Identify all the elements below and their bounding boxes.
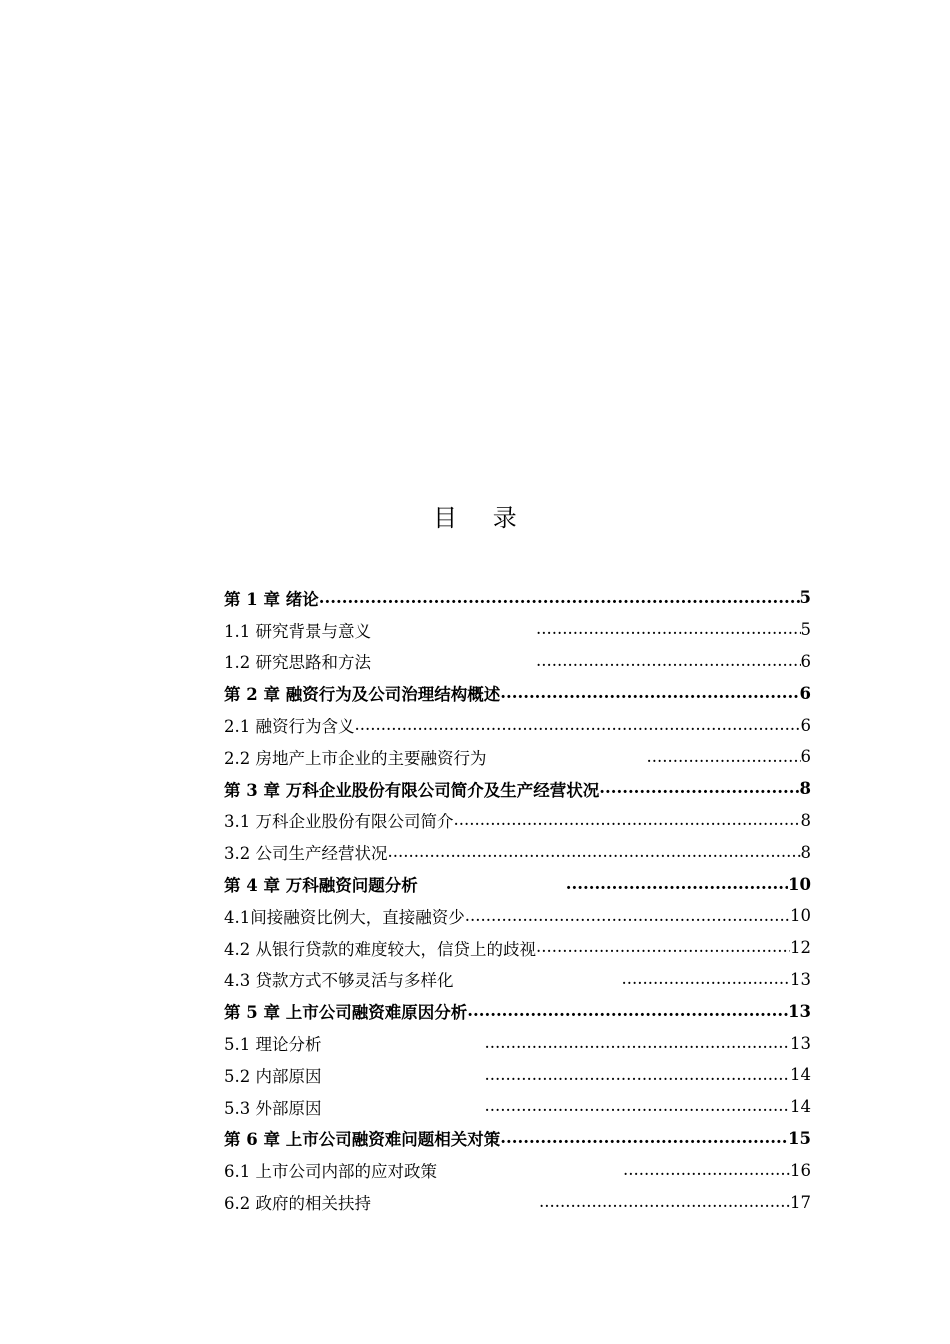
- toc-entry-label: 第 5 章 上市公司融资难原因分析: [224, 1003, 468, 1023]
- toc-entry-label: 5.3 外部原因: [224, 1098, 322, 1118]
- toc-section-entry[interactable]: [224, 1186, 811, 1218]
- toc-page-number: 16: [790, 1160, 811, 1180]
- toc-entry-label: 5.2 内部原因: [224, 1066, 322, 1086]
- toc-page-number: 13: [790, 1033, 811, 1053]
- toc-page-number: 6: [799, 683, 811, 703]
- toc-dot-leader: [485, 1098, 791, 1115]
- toc-entry-label: 第 6 章 上市公司融资难问题相关对策: [224, 1130, 501, 1150]
- toc-page-number: 10: [790, 906, 811, 926]
- toc-entry-label: 第 1 章 绪论: [224, 589, 319, 609]
- toc-chapter-entry[interactable]: [224, 582, 811, 614]
- toc-entry-label: 第 4 章 万科融资问题分析: [224, 876, 418, 896]
- toc-page-number: 17: [790, 1192, 811, 1212]
- toc-page-number: 8: [799, 779, 811, 799]
- toc-dot-leader: [539, 1194, 790, 1211]
- toc-dot-leader: [485, 1035, 791, 1052]
- toc-entry-label: 6.2 政府的相关扶持: [224, 1194, 371, 1214]
- toc-dot-leader: [599, 780, 799, 797]
- toc-dot-leader: [467, 1003, 788, 1020]
- toc-page-number: 15: [788, 1128, 811, 1148]
- toc-dot-leader: [623, 1162, 790, 1179]
- toc-page-number: 12: [790, 938, 811, 958]
- toc-page-number: 14: [790, 1097, 811, 1117]
- toc-chapter-entry[interactable]: [224, 1123, 811, 1155]
- toc-dot-leader: [536, 621, 801, 638]
- toc-page-number: 6: [800, 651, 811, 671]
- toc-entry-label: 2.1 融资行为含义: [224, 717, 355, 737]
- toc-section-entry[interactable]: [224, 646, 811, 678]
- toc-entry-label: 第 3 章 万科企业股份有限公司简介及生产经营状况: [224, 780, 600, 800]
- toc-dot-leader: [647, 749, 801, 766]
- toc-chapter-entry[interactable]: [224, 868, 811, 900]
- toc-entry-label: 1.1 研究背景与意义: [224, 621, 371, 641]
- toc-entry-label: 2.2 房地产上市企业的主要融资行为: [224, 748, 487, 768]
- toc-dot-leader: [622, 971, 791, 988]
- toc-section-entry[interactable]: [224, 836, 811, 868]
- toc-entry-label: 4.1间接融资比例大，直接融资少: [224, 907, 465, 927]
- toc-entry-label: 3.2 公司生产经营状况: [224, 844, 388, 864]
- toc-dot-leader: [388, 844, 801, 861]
- toc-section-entry[interactable]: [224, 900, 811, 932]
- toc-section-entry[interactable]: [224, 805, 811, 837]
- table-of-contents: [224, 582, 811, 1218]
- toc-chapter-entry[interactable]: [224, 995, 811, 1027]
- toc-section-entry[interactable]: [224, 932, 811, 964]
- toc-page-number: 5: [800, 620, 811, 640]
- toc-dot-leader: [566, 876, 788, 893]
- toc-section-entry[interactable]: [224, 614, 811, 646]
- toc-dot-leader: [485, 1067, 791, 1084]
- toc-page-number: 6: [800, 747, 811, 767]
- toc-entry-label: 4.2 从银行贷款的难度较大，信贷上的歧视: [224, 939, 536, 959]
- toc-page-number: 6: [800, 715, 811, 735]
- toc-dot-leader: [454, 812, 801, 829]
- toc-dot-leader: [319, 590, 800, 607]
- toc-section-entry[interactable]: [224, 1059, 811, 1091]
- toc-page-number: 10: [788, 874, 811, 894]
- toc-entry-label: 3.1 万科企业股份有限公司简介: [224, 812, 454, 832]
- toc-page-number: 13: [790, 969, 811, 989]
- toc-section-entry[interactable]: [224, 741, 811, 773]
- toc-dot-leader: [536, 939, 790, 956]
- toc-section-entry[interactable]: [224, 709, 811, 741]
- toc-section-entry[interactable]: [224, 1027, 811, 1059]
- toc-dot-leader: [500, 685, 799, 702]
- toc-entry-label: 5.1 理论分析: [224, 1035, 322, 1055]
- toc-entry-label: 1.2 研究思路和方法: [224, 653, 371, 673]
- toc-dot-leader: [536, 653, 801, 670]
- toc-entry-label: 6.1 上市公司内部的应对政策: [224, 1162, 437, 1182]
- toc-chapter-entry[interactable]: [224, 773, 811, 805]
- toc-chapter-entry[interactable]: [224, 677, 811, 709]
- toc-page-number: 8: [800, 842, 811, 862]
- toc-dot-leader: [465, 908, 790, 925]
- toc-dot-leader: [500, 1130, 788, 1147]
- toc-page-number: 14: [790, 1065, 811, 1085]
- toc-entry-label: 4.3 贷款方式不够灵活与多样化: [224, 971, 454, 991]
- toc-page-number: 13: [788, 1001, 811, 1021]
- toc-section-entry[interactable]: [224, 964, 811, 996]
- toc-section-entry[interactable]: [224, 1154, 811, 1186]
- toc-title: 目 录: [433, 504, 531, 532]
- toc-page-number: 5: [799, 588, 811, 608]
- toc-entry-label: 第 2 章 融资行为及公司治理结构概述: [224, 685, 501, 705]
- toc-section-entry[interactable]: [224, 1091, 811, 1123]
- toc-page-number: 8: [800, 810, 811, 830]
- toc-dot-leader: [355, 717, 801, 734]
